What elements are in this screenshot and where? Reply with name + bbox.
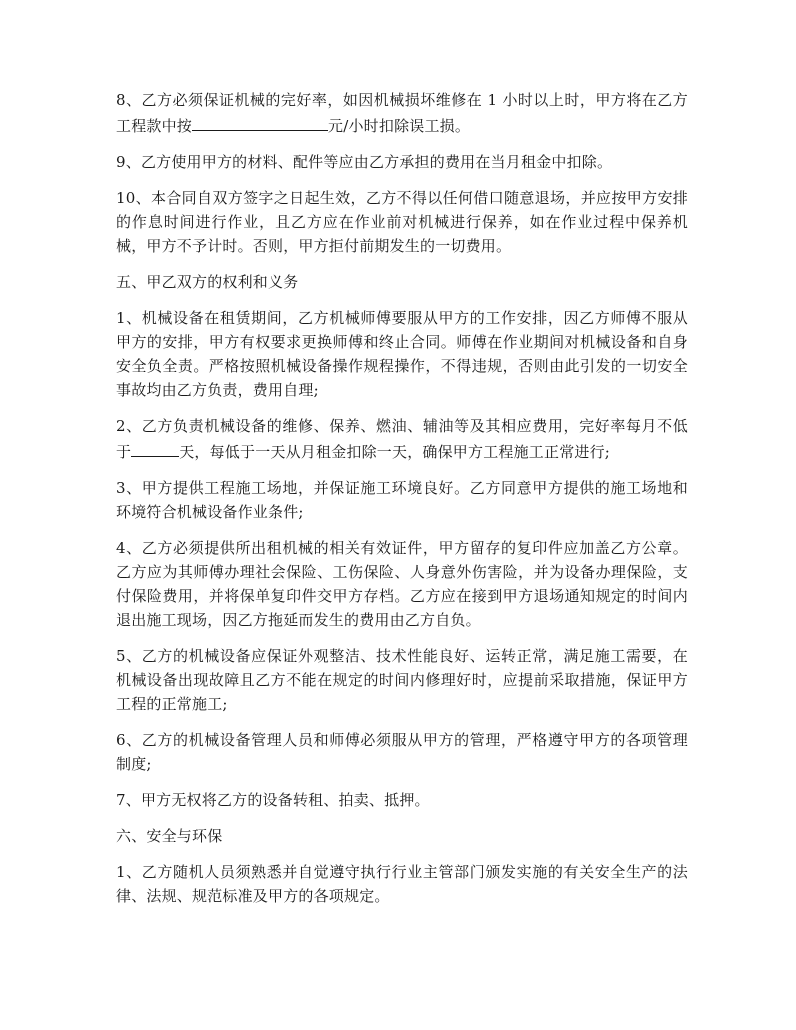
clause-8-text-start: 8、乙方必须保证机械的完好率，如因机械损坏维修在 1 小时以上时，甲方将在乙方工程款中按 xyxy=(116,91,688,135)
section-5-clause-2 xyxy=(116,414,688,464)
section-5-clause-2-text-start: 2、乙方负责机械设备的维修、保养、燃油、辅油等及其相应费用，完好率每月不低于 xyxy=(116,417,688,461)
section-6-clause-1: 1、乙方随机人员须熟悉并自觉遵守执行行业主管部门颁发实施的有关安全生产的法律、法规、规范标准及甲方的各项规定。 xyxy=(116,863,688,905)
section-5-clause-3: 3、甲方提供工程施工场地，并保证施工环境良好。乙方同意甲方提供的施工场地和环境符合机械设备作业条件; xyxy=(116,479,688,521)
clause-8-text-end: 元/小时扣除误工损。 xyxy=(328,117,471,135)
section-5-clause-5: 5、乙方的机械设备应保证外观整洁、技术性能良好、运转正常，满足施工需要，在机械设备出现故障且乙方不能在规定的时间内修理好时，应提前采取措施，保证甲方工程的正常施工; xyxy=(116,647,688,713)
section-6-heading: 六、安全与环保 xyxy=(116,827,223,845)
section-5-clause-2-text-end: 天，每低于一天从月租金扣除一天，确保甲方工程施工正常进行; xyxy=(179,443,611,461)
clause-9-paragraph: 9、乙方使用甲方的材料、配件等应由乙方承担的费用在当月租金中扣除。 xyxy=(116,153,613,171)
deduction-rate-blank xyxy=(192,112,328,131)
section-5-clause-6: 6、乙方的机械设备管理人员和师傅必须服从甲方的管理，严格遵守甲方的各项管理制度; xyxy=(116,731,688,773)
section-5-heading: 五、甲乙双方的权利和义务 xyxy=(116,273,299,291)
days-blank xyxy=(131,438,179,457)
section-5-clause-7: 7、甲方无权将乙方的设备转租、拍卖、抵押。 xyxy=(116,791,430,809)
clause-10-paragraph: 10、本合同自双方签字之日起生效，乙方不得以任何借口随意退场，并应按甲方安排的作息时间进行作业，且乙方应在作业前对机械进行保养，如在作业过程中保养机械，甲方不予计时。否则，甲方拒付前期发生的一切费用。 xyxy=(116,189,688,255)
section-5-clause-1: 1、机械设备在租赁期间，乙方机械师傅要服从甲方的工作安排，因乙方师傅不服从甲方的安排，甲方有权要求更换师傅和终止合同。师傅在作业期间对机械设备和自身安全负全责。严格按照机械设备操作规程操作，不得违规，否则由此引发的一切安全事故均由乙方负责，费用自理; xyxy=(116,309,688,399)
clause-8-paragraph xyxy=(116,88,688,138)
section-5-clause-4: 4、乙方必须提供所出租机械的相关有效证件，甲方留存的复印件应加盖乙方公章。乙方应为其师傅办理社会保险、工伤保险、人身意外伤害险，并为设备办理保险，支付保险费用，并将保单复印件交甲方存档。乙方应在接到甲方退场通知规定的时间内退出施工现场，因乙方拖延而发生的费用由乙方自负。 xyxy=(116,539,688,629)
